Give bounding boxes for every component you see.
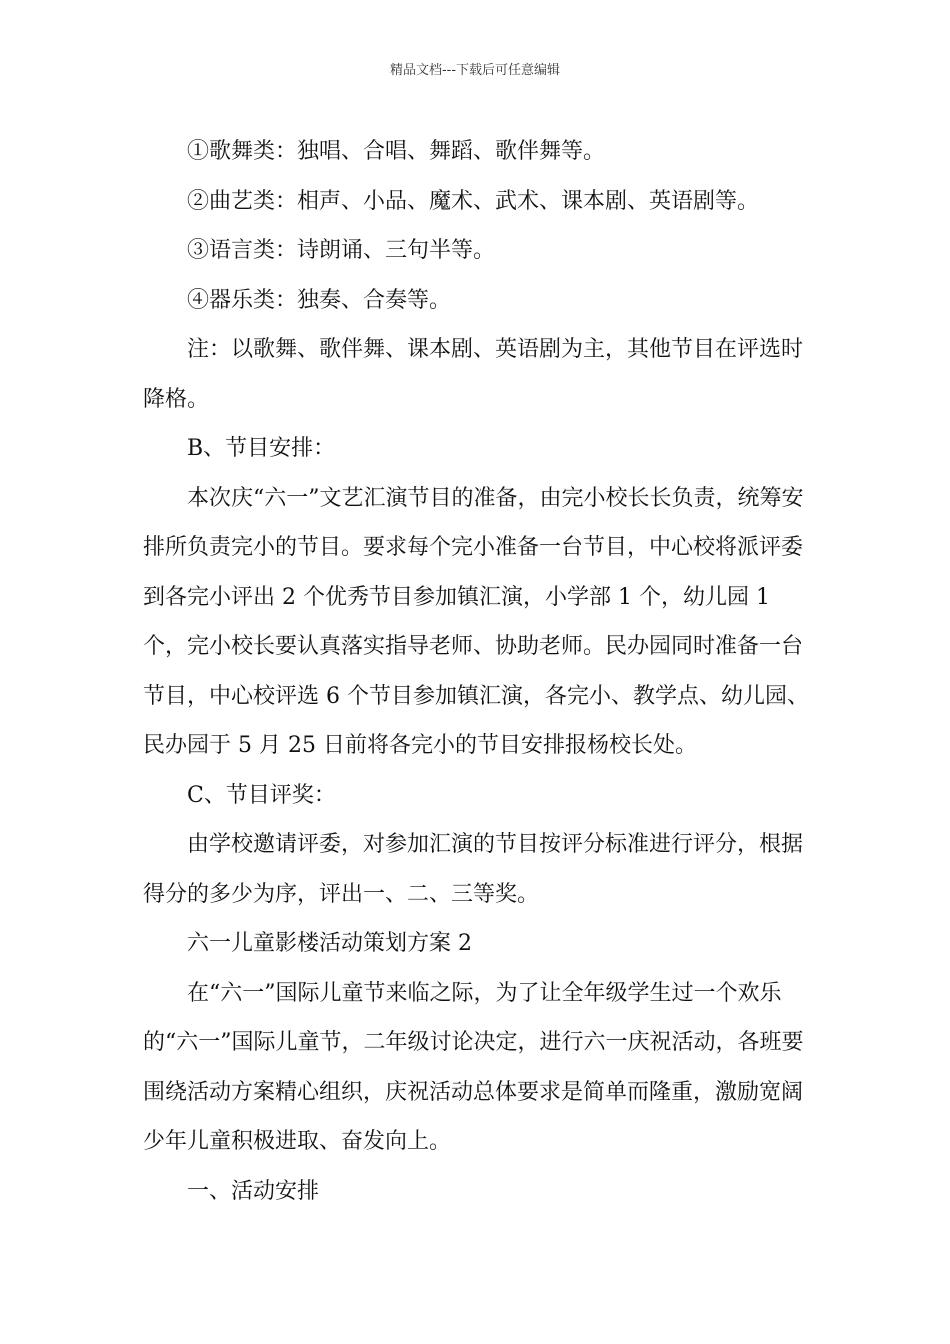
list-item-folk-art: ②曲艺类：相声、小品、魔术、武术、课本剧、英语剧等。 <box>187 188 760 214</box>
list-item-song-dance: ①歌舞类：独唱、合唱、舞蹈、歌伴舞等。 <box>187 139 606 164</box>
page-header: 精品文档---下载后可任意编辑 <box>389 63 561 78</box>
program-award-paragraph: 由学校邀请评委，对参加汇演的节目按评分标准进行评分，根据得分的多少为序，评出一、二、三等奖。 <box>143 832 804 907</box>
section-heading-1: 一、活动安排 <box>187 1178 320 1204</box>
intro-paragraph: 在“六一”国际儿童节来临之际，为了让全年级学生过一个欢乐的“六一”国际儿童节，二年级讨论决定，进行六一庆祝活动，各班要围绕活动方案精心组织，庆祝活动总体要求是简单而隆重，激励宽阔少年儿童积极进取、奋发向上。 <box>143 980 804 1154</box>
section-heading-c: C、节目评奖： <box>187 782 336 808</box>
document-body <box>143 127 809 1216</box>
note-paragraph: 注：以歌舞、歌伴舞、课本剧、英语剧为主，其他节目在评选时降格。 <box>143 337 804 412</box>
list-item-instrumental: ④器乐类：独奏、合奏等。 <box>187 287 452 313</box>
section-heading-b: B、节目安排： <box>187 436 336 461</box>
plan-title: 六一儿童影楼活动策划方案 2 <box>187 931 472 956</box>
program-arrangement-paragraph: 本次庆“六一”文艺汇演节目的准备，由完小校长长负责，统筹安排所负责完小的节目。要求每个完小准备一台节目，中心校将派评委到各完小评出 2 个优秀节目参加镇汇演，小学部 1 个，幼儿园 1 个，完小校长要认真落实指导老师、协助老师。民办园同时准备一台节目，中心校评选 6 个节目参加镇汇演，各完小、教学点、幼儿园、民办园于 5 月 25 日前将各完小的节目安排报杨校长处。 <box>143 485 809 758</box>
list-item-language: ③语言类：诗朗诵、三句半等。 <box>187 238 496 263</box>
